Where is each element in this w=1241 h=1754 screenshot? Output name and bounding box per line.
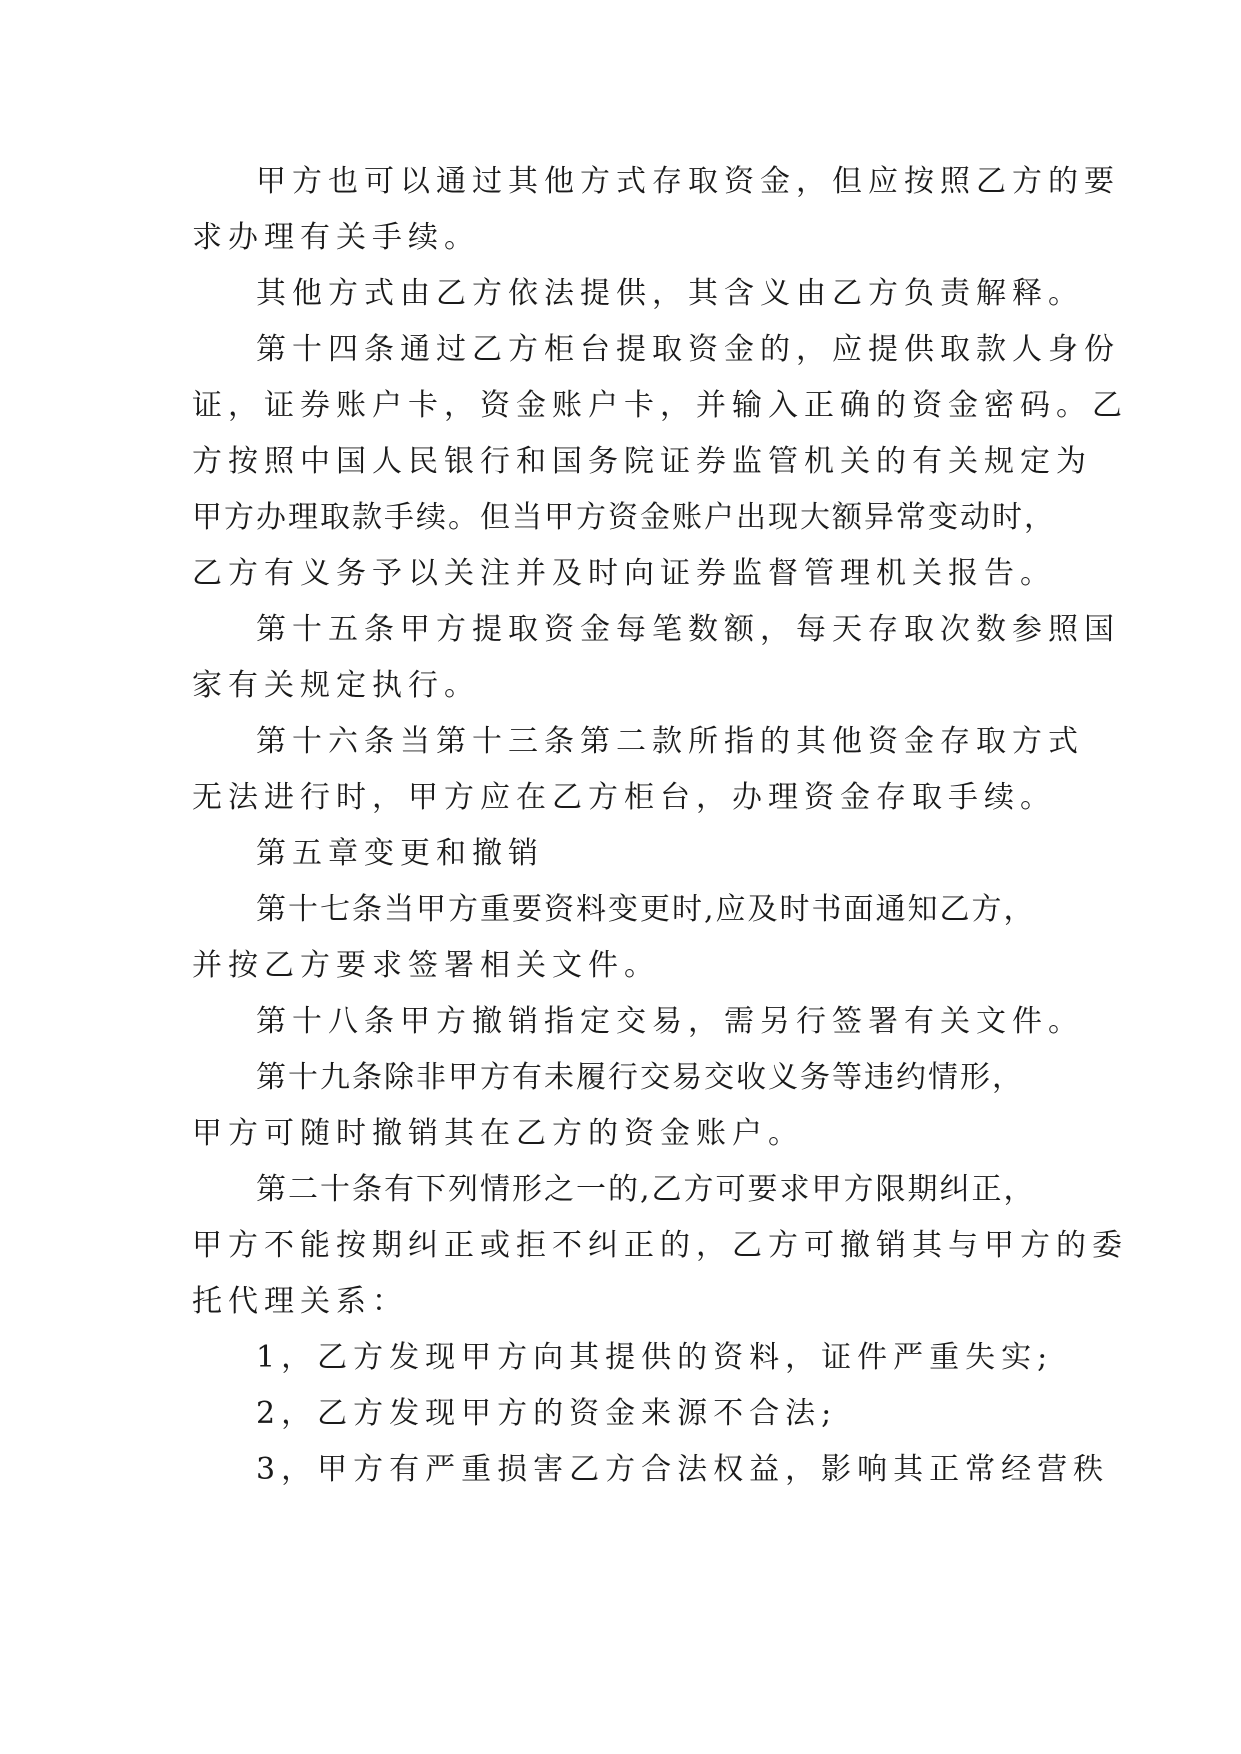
paragraph-line: 第十八条甲方撤销指定交易，需另行签署有关文件。	[256, 1004, 1084, 1039]
list-item: 3，甲方有严重损害乙方合法权益，影响其正常经营秩	[256, 1452, 1110, 1487]
paragraph-line: 第十六条当第十三条第二款所指的其他资金存取方式	[256, 724, 1084, 759]
list-item: 2，乙方发现甲方的资金来源不合法;	[256, 1396, 838, 1431]
paragraph-line: 证，证券账户卡，资金账户卡，并输入正确的资金密码。乙	[192, 388, 1128, 423]
paragraph-line: 无法进行时，甲方应在乙方柜台，办理资金存取手续。	[192, 780, 1056, 815]
paragraph-line: 第二十条有下列情形之一的,乙方可要求甲方限期纠正，	[256, 1172, 1036, 1207]
paragraph-line: 第十九条除非甲方有未履行交易交收义务等违约情形，	[256, 1060, 1024, 1095]
paragraph-line: 并按乙方要求签署相关文件。	[192, 948, 660, 983]
paragraph-line: 第十五条甲方提取资金每笔数额，每天存取次数参照国	[256, 612, 1120, 647]
paragraph-line: 甲方可随时撤销其在乙方的资金账户。	[192, 1116, 804, 1151]
paragraph-line: 甲方也可以通过其他方式存取资金，但应按照乙方的要	[256, 164, 1120, 199]
paragraph-line: 其他方式由乙方依法提供，其含义由乙方负责解释。	[256, 276, 1084, 311]
paragraph-line: 乙方有义务予以关注并及时向证券监督管理机关报告。	[192, 556, 1056, 591]
paragraph-line: 甲方不能按期纠正或拒不纠正的，乙方可撤销其与甲方的委	[192, 1228, 1128, 1263]
paragraph-line: 托代理关系：	[192, 1284, 408, 1319]
paragraph-line: 甲方办理取款手续。但当甲方资金账户出现大额异常变动时，	[192, 500, 1056, 535]
paragraph-line: 方按照中国人民银行和国务院证券监管机关的有关规定为	[192, 444, 1092, 479]
paragraph-line: 第十七条当甲方重要资料变更时,应及时书面通知乙方，	[256, 892, 1036, 927]
paragraph-line: 家有关规定执行。	[192, 668, 480, 703]
paragraph-line: 求办理有关手续。	[192, 220, 480, 255]
paragraph-line: 第十四条通过乙方柜台提取资金的，应提供取款人身份	[256, 332, 1120, 367]
list-item: 1，乙方发现甲方向其提供的资料，证件严重失实;	[256, 1340, 1054, 1375]
chapter-heading: 第五章变更和撤销	[256, 836, 544, 871]
